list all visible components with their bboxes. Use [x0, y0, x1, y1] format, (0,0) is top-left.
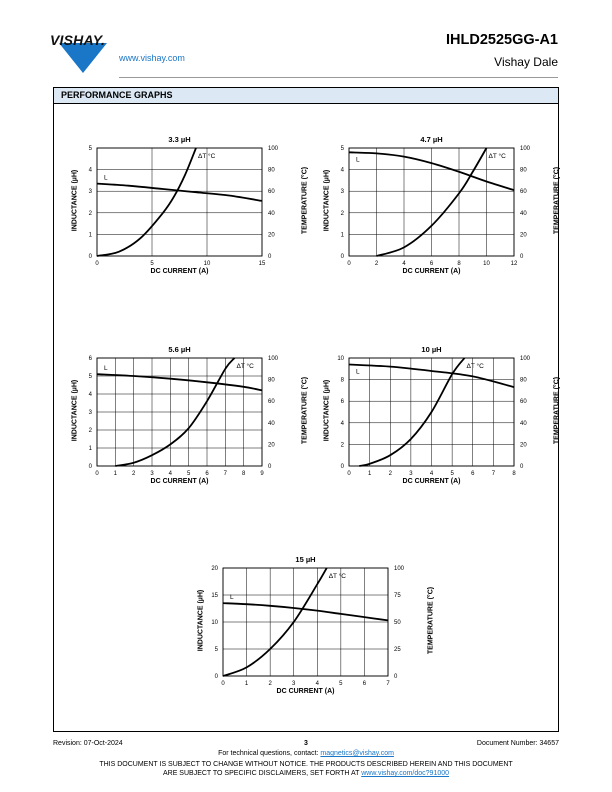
x-tick-label: 2 — [374, 261, 379, 267]
x-tick-label: 3 — [292, 681, 296, 687]
y-tick-label: 4 — [340, 420, 344, 427]
y2-axis-label: TEMPERATURE (°C) — [301, 166, 309, 235]
header-divider — [119, 77, 558, 78]
graph-5-6uh — [60, 345, 309, 496]
y2-tick-label: 0 — [520, 254, 524, 260]
y2-tick-label: 25 — [394, 647, 401, 653]
x-tick-label: 10 — [483, 261, 490, 267]
y-axis-label: INDUCTANCE (µH) — [197, 589, 205, 652]
y-tick-label: 8 — [340, 377, 344, 384]
x-tick-label: 7 — [386, 681, 390, 687]
x-tick-label: 4 — [429, 471, 434, 477]
y2-tick-label: 20 — [268, 442, 275, 449]
x-tick-label: 3 — [150, 471, 154, 477]
chart-title: 3.3 µH — [168, 135, 191, 144]
x-tick-label: 15 — [258, 261, 266, 267]
x-tick-label: 1 — [244, 681, 249, 687]
y2-tick-label: 40 — [520, 210, 527, 217]
disclaimer-prefix: ARE SUBJECT TO SPECIFIC DISCLAIMERS, SET FORTH AT — [162, 770, 362, 777]
x-tick-label: 1 — [113, 471, 118, 477]
delta-t-label: ΔT °C — [488, 153, 506, 160]
x-tick-label: 5 — [186, 471, 191, 477]
y2-tick-label: 60 — [520, 189, 527, 196]
contact-prefix: For technical questions, contact: — [218, 750, 321, 757]
y2-tick-label: 100 — [394, 566, 405, 572]
y2-tick-label: 0 — [268, 464, 272, 470]
y2-tick-label: 80 — [268, 167, 275, 174]
y2-tick-label: 50 — [394, 620, 401, 626]
graph-3-3uh — [60, 135, 309, 286]
y-tick-label: 4 — [88, 392, 92, 398]
x-tick-label: 7 — [223, 471, 228, 477]
y2-tick-label: 100 — [520, 146, 531, 152]
y-tick-label: 5 — [88, 374, 92, 380]
y-tick-label: 2 — [340, 442, 344, 449]
division-name: Vishay Dale — [494, 55, 558, 69]
logo-text: VISHAY. — [50, 32, 106, 48]
chart-svg — [312, 346, 552, 496]
x-tick-label: 5 — [339, 681, 343, 687]
y2-tick-label: 60 — [268, 399, 275, 406]
x-tick-label: 8 — [241, 471, 246, 477]
section-banner — [54, 88, 558, 104]
x-axis-label: DC CURRENT (A) — [150, 268, 209, 275]
y2-tick-label: 75 — [394, 593, 401, 599]
graph-15uh — [186, 555, 435, 706]
y-tick-label: 0 — [214, 674, 218, 680]
x-tick-label: 3 — [409, 471, 413, 477]
graph-10uh — [312, 345, 561, 496]
contact-line — [0, 750, 612, 757]
delta-t-label: ΔT °C — [328, 573, 347, 580]
y2-tick-label: 100 — [268, 146, 279, 152]
y-tick-label: 0 — [88, 464, 92, 470]
delta-t-label: ΔT °C — [236, 363, 254, 370]
x-tick-label: 7 — [491, 471, 496, 477]
x-tick-label: 6 — [471, 471, 475, 477]
x-tick-label: 0 — [347, 471, 351, 477]
x-tick-label: 9 — [260, 471, 264, 477]
chart-title: 5.6 µH — [168, 345, 191, 354]
y2-tick-label: 100 — [520, 356, 531, 362]
y2-axis-label: TEMPERATURE (°C) — [427, 586, 435, 655]
y2-tick-label: 60 — [520, 399, 527, 406]
y-tick-label: 4 — [340, 167, 344, 174]
inductance-label: L — [356, 156, 360, 164]
y-tick-label: 15 — [211, 593, 218, 599]
y2-tick-label: 60 — [268, 189, 275, 196]
y-tick-label: 0 — [88, 254, 92, 260]
temperature-rise-line — [97, 148, 196, 256]
y-tick-label: 10 — [211, 620, 218, 626]
chart-svg — [186, 556, 426, 706]
y-tick-label: 10 — [337, 356, 344, 362]
x-tick-label: 6 — [362, 681, 367, 687]
plot-frame — [97, 148, 262, 256]
revision-date: Revision: 07-Oct-2024 — [53, 740, 123, 747]
x-tick-label: 1 — [367, 471, 372, 477]
y-tick-label: 0 — [340, 464, 344, 470]
x-tick-label: 5 — [450, 471, 454, 477]
y2-tick-label: 80 — [520, 167, 527, 174]
y-tick-label: 3 — [88, 410, 92, 416]
x-tick-label: 5 — [150, 261, 154, 267]
y-tick-label: 3 — [340, 189, 344, 196]
y-tick-label: 5 — [88, 146, 92, 152]
y2-tick-label: 80 — [520, 377, 527, 384]
x-tick-label: 12 — [510, 261, 518, 267]
y-tick-label: 1 — [88, 446, 92, 452]
y-axis-label: INDUCTANCE (µH) — [71, 379, 79, 442]
y-tick-label: 2 — [88, 428, 92, 434]
chart-svg — [60, 136, 300, 286]
x-tick-label: 4 — [168, 471, 173, 477]
delta-t-label: ΔT °C — [198, 153, 216, 160]
chart-svg — [60, 346, 300, 496]
y2-tick-label: 40 — [268, 210, 275, 217]
disclaimer-line-1: THIS DOCUMENT IS SUBJECT TO CHANGE WITHOUT NOTICE. THE PRODUCTS DESCRIBED HEREIN AND THIS DOCUMENT — [99, 761, 513, 768]
page-number: 3 — [304, 740, 308, 747]
y-axis-label: INDUCTANCE (µH) — [323, 169, 331, 232]
inductance-line — [97, 374, 262, 390]
x-tick-label: 2 — [388, 471, 392, 477]
x-axis-label: DC CURRENT (A) — [150, 478, 209, 485]
y2-tick-label: 80 — [268, 377, 275, 384]
y2-axis-label: TEMPERATURE (°C) — [301, 376, 309, 445]
section-title: PERFORMANCE GRAPHS — [61, 90, 173, 100]
chart-title: 10 µH — [421, 345, 442, 354]
chart-title: 4.7 µH — [420, 135, 443, 144]
temperature-rise-line — [359, 358, 464, 466]
x-tick-label: 4 — [402, 261, 406, 267]
y-axis-label: INDUCTANCE (µH) — [323, 379, 331, 442]
y2-tick-label: 0 — [394, 674, 398, 680]
disclaimer-link[interactable]: www.vishay.com/doc?91000 — [361, 770, 450, 777]
y-tick-label: 2 — [340, 210, 344, 217]
y2-tick-label: 20 — [520, 232, 527, 239]
x-tick-label: 6 — [429, 261, 434, 267]
x-tick-label: 8 — [457, 261, 461, 267]
inductance-label: L — [230, 594, 234, 602]
x-axis-label: DC CURRENT (A) — [402, 268, 461, 275]
website-link[interactable]: www.vishay.com — [119, 53, 185, 63]
graph-4-7uh — [312, 135, 561, 286]
y2-tick-label: 20 — [520, 442, 527, 449]
y-axis-label: INDUCTANCE (µH) — [71, 169, 79, 232]
y-tick-label: 5 — [214, 647, 218, 653]
y2-tick-label: 0 — [268, 254, 272, 260]
inductance-label: L — [356, 368, 360, 376]
x-axis-label: DC CURRENT (A) — [276, 688, 335, 695]
y-tick-label: 5 — [340, 146, 344, 152]
y-tick-label: 2 — [88, 210, 92, 217]
y-tick-label: 4 — [88, 167, 92, 174]
y-tick-label: 1 — [340, 232, 344, 239]
part-number-title: IHLD2525GG-A1 — [445, 32, 558, 48]
document-number: Document Number: 34657 — [476, 740, 559, 747]
y-tick-label: 6 — [340, 399, 344, 406]
vishay-logo — [50, 32, 116, 78]
chart-svg — [312, 136, 552, 286]
inductance-label: L — [104, 174, 108, 182]
y2-tick-label: 0 — [520, 464, 524, 470]
x-tick-label: 2 — [268, 681, 272, 687]
y-tick-label: 1 — [88, 232, 92, 239]
y2-axis-label: TEMPERATURE (°C) — [553, 166, 561, 235]
y-tick-label: 3 — [88, 189, 92, 196]
x-tick-label: 6 — [205, 471, 209, 477]
disclaimer-line-2 — [0, 770, 612, 777]
inductance-label: L — [104, 365, 108, 373]
delta-t-label: ΔT °C — [466, 363, 484, 370]
x-tick-label: 4 — [315, 681, 319, 687]
y2-tick-label: 100 — [268, 356, 279, 362]
x-tick-label: 0 — [95, 471, 99, 477]
y2-axis-label: TEMPERATURE (°C) — [553, 376, 561, 445]
x-tick-label: 2 — [131, 471, 136, 477]
x-tick-label: 0 — [95, 261, 99, 267]
inductance-line — [223, 603, 388, 620]
x-tick-label: 10 — [203, 261, 211, 267]
x-tick-label: 0 — [347, 261, 351, 267]
y-tick-label: 20 — [211, 566, 218, 572]
y-tick-label: 6 — [88, 356, 92, 362]
contact-email-link[interactable]: magnetics@vishay.com — [320, 750, 394, 757]
x-tick-label: 8 — [512, 471, 516, 477]
x-tick-label: 0 — [221, 681, 225, 687]
y2-tick-label: 40 — [520, 420, 527, 427]
chart-title: 15 µH — [295, 555, 316, 564]
y2-tick-label: 20 — [268, 232, 275, 239]
y2-tick-label: 40 — [268, 420, 275, 427]
y-tick-label: 0 — [340, 254, 344, 260]
x-axis-label: DC CURRENT (A) — [402, 478, 461, 485]
